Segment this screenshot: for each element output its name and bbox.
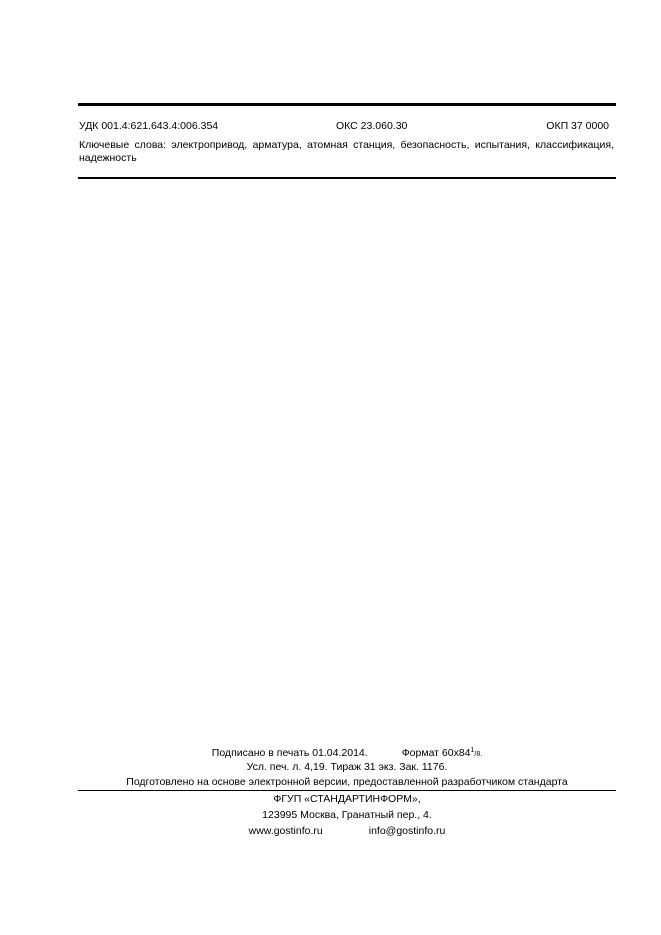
prepared-note: Подготовлено на основе электронной версии, предоставленной разработчиком стандарта: [126, 776, 568, 788]
format-superscript: 1: [470, 747, 475, 754]
oks-code: ОКС 23.060.30: [336, 120, 408, 132]
format-prefix: Формат 60x84: [401, 747, 471, 759]
publisher-email[interactable]: info@gostinfo.ru: [368, 825, 446, 837]
publisher-block: [78, 791, 616, 839]
keywords-text: Ключевые слова: электропривод, арматура, атомная станция, безопасность, испытания, классификация, надежность: [79, 139, 614, 164]
publisher-address: 123995 Москва, Гранатный пер., 4.: [262, 809, 432, 821]
publisher-contacts: [78, 823, 616, 839]
print-info: Усл. печ. л. 4,19. Тираж 31 экз. Зак. 1176.: [246, 761, 448, 773]
format-fraction: /8.: [474, 751, 483, 758]
signed-date: Подписано в печать 01.04.2014.: [211, 747, 368, 759]
classification-codes: [79, 119, 609, 133]
top-divider: [78, 103, 616, 106]
publisher-website[interactable]: www.gostinfo.ru: [248, 825, 323, 837]
udk-code: УДК 001.4:621.643.4:006.354: [79, 120, 219, 132]
okp-code: ОКП 37 0000: [546, 120, 609, 132]
header-bottom-divider: [78, 177, 616, 179]
publisher-name: ФГУП «СТАНДАРТИНФОРМ»,: [273, 793, 421, 805]
